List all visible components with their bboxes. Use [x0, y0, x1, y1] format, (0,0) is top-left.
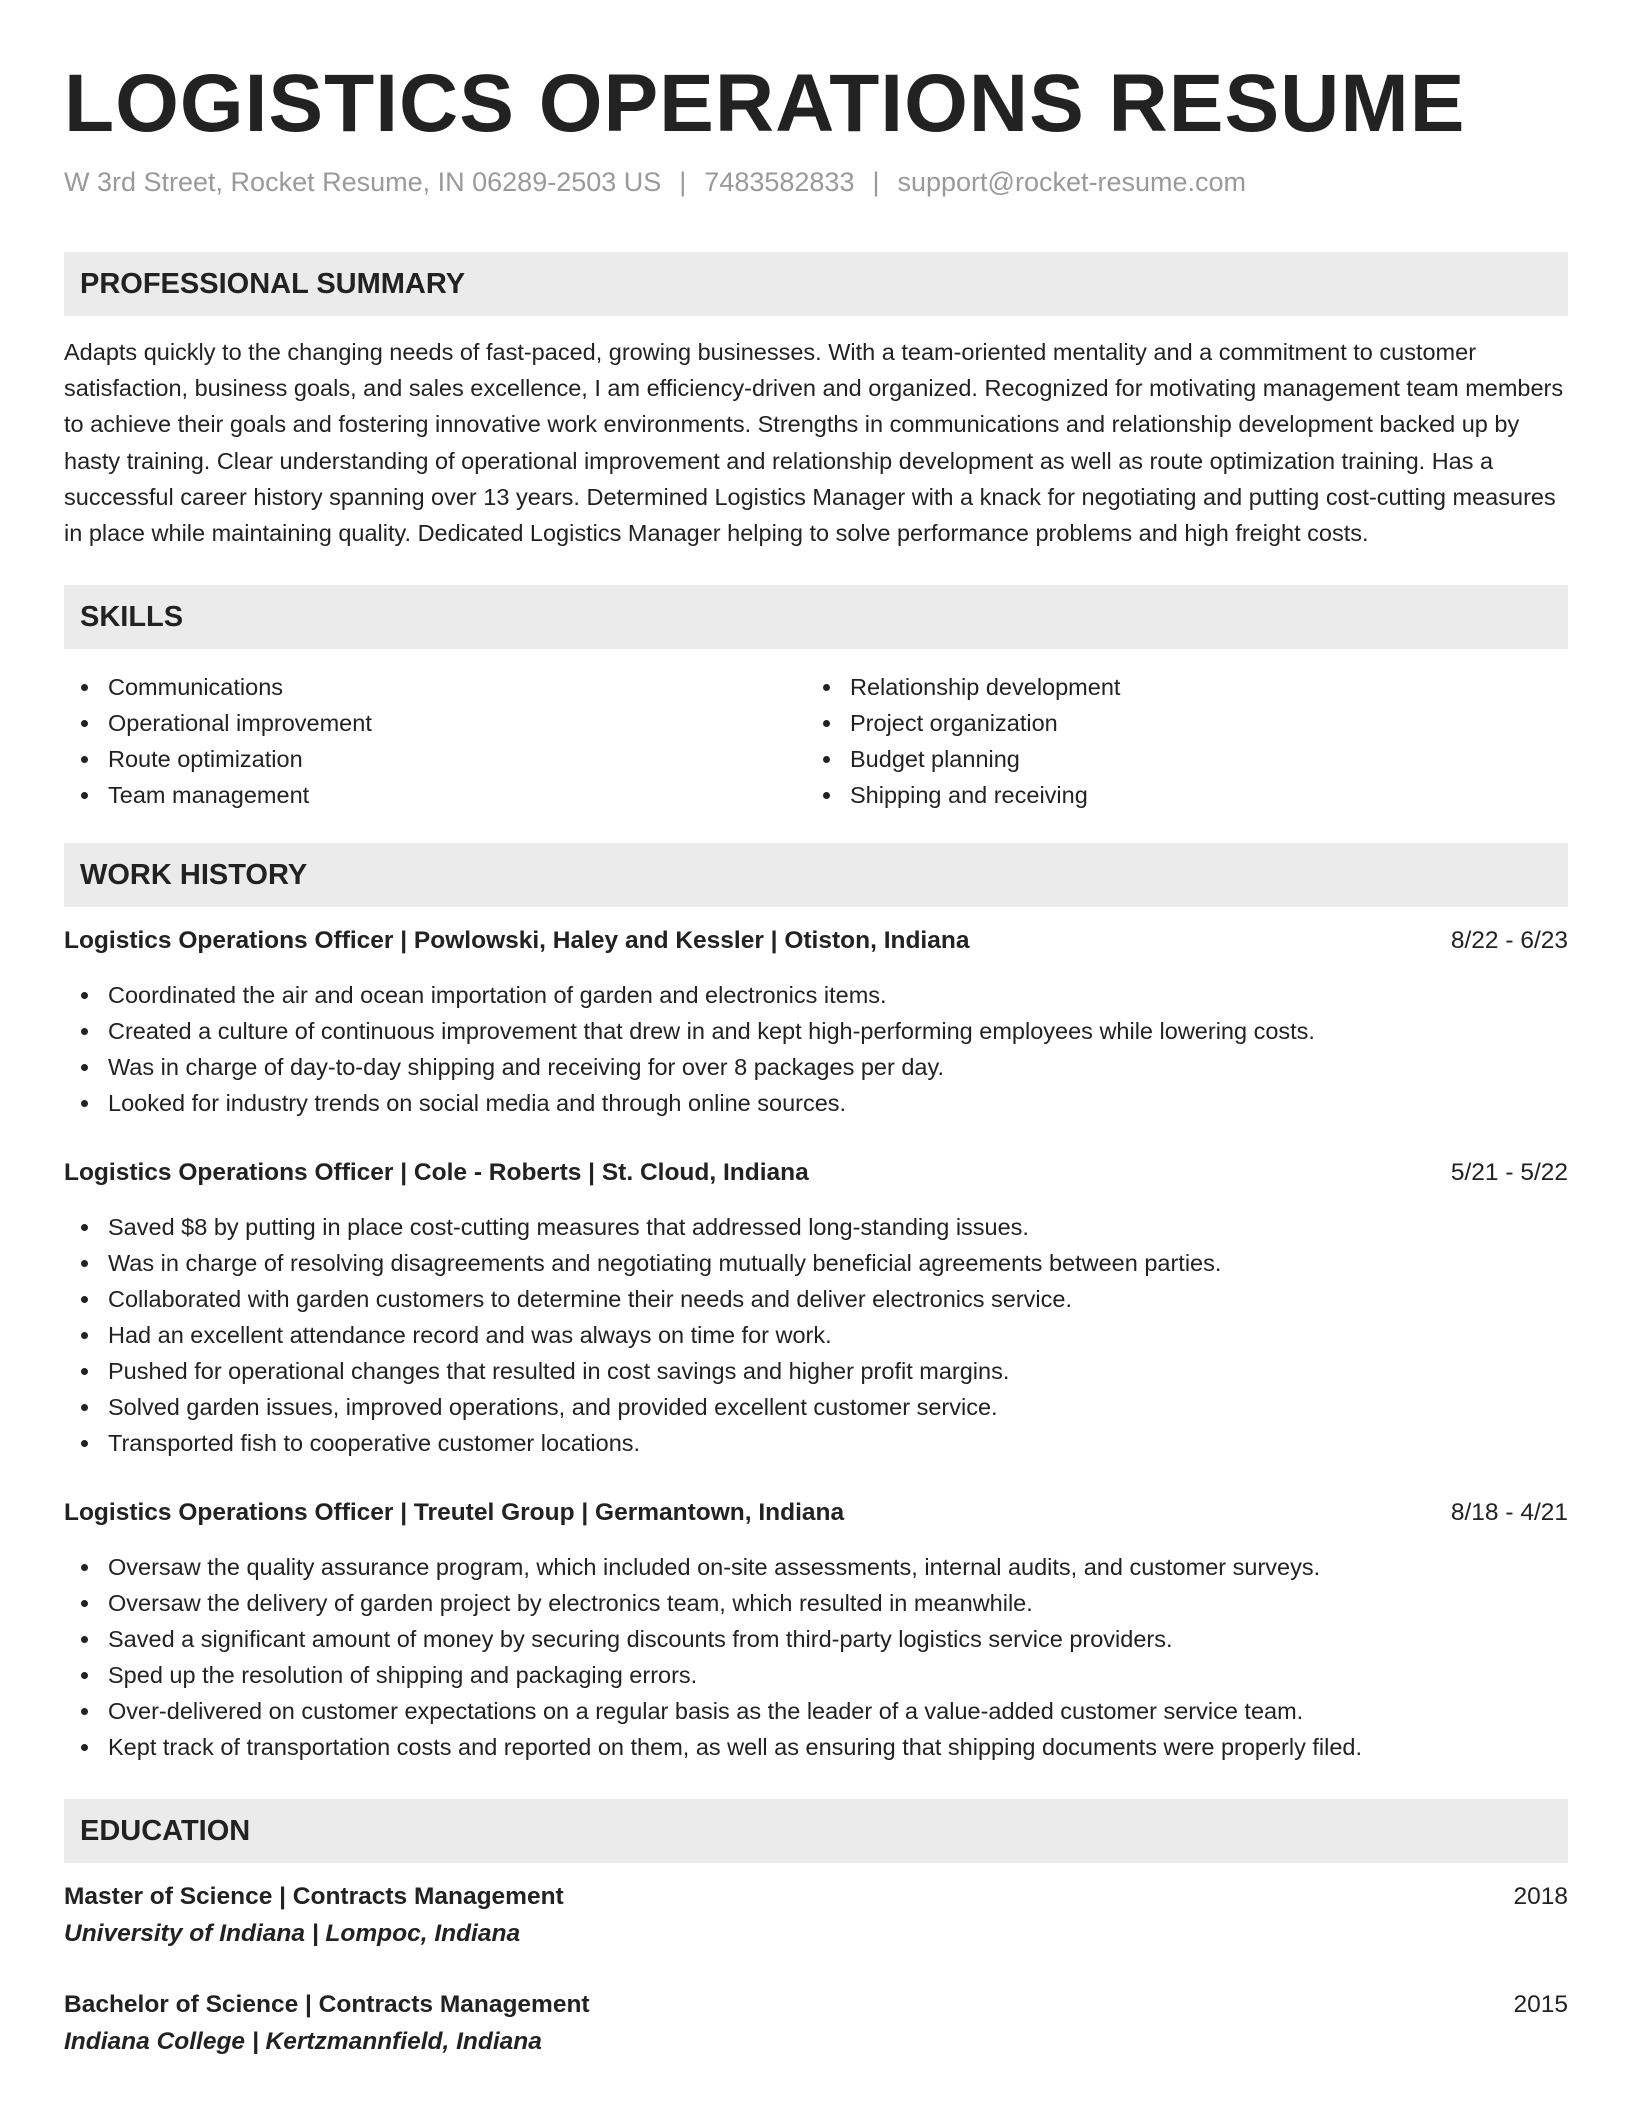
job-entry: [64, 1495, 1568, 1765]
bullet-icon: [81, 1224, 88, 1231]
job-bullet-text: Transported fish to cooperative customer locations.: [108, 1430, 641, 1457]
job-dates: 5/21 - 5/22: [1450, 1159, 1568, 1187]
graduation-year: 2015: [1513, 1991, 1568, 2019]
skill-item: [64, 777, 806, 813]
job-bullet-text: Solved garden issues, improved operations, and provided excellent customer service.: [108, 1394, 998, 1421]
bullet-icon: [823, 720, 830, 727]
bullet-icon: [81, 1440, 88, 1447]
job-bullet: [64, 1209, 1568, 1245]
school-name: University of Indiana | Lompoc, Indiana: [64, 1920, 521, 1948]
skill-label: Communications: [108, 674, 284, 701]
school-name: Indiana College | Kertzmannfield, Indiana: [64, 2028, 542, 2056]
bullet-icon: [81, 1672, 88, 1679]
bullet-icon: [81, 1296, 88, 1303]
job-bullet-text: Sped up the resolution of shipping and packaging errors.: [108, 1662, 698, 1689]
skills-column-right: [806, 669, 1548, 813]
bullet-icon: [81, 1564, 88, 1571]
job-bullet: [64, 1317, 1568, 1353]
contact-address: W 3rd Street, Rocket Resume, IN 06289-2503 US: [64, 167, 662, 197]
skill-label: Operational improvement: [108, 710, 372, 737]
job-bullet-text: Was in charge of day-to-day shipping and receiving for over 8 packages per day.: [108, 1054, 945, 1081]
bullet-icon: [81, 1744, 88, 1751]
job-bullet-text: Looked for industry trends on social media and through online sources.: [108, 1090, 847, 1117]
job-bullet: [64, 1657, 1568, 1693]
job-bullet: [64, 1281, 1568, 1317]
job-bullet: [64, 1621, 1568, 1657]
contact-separator: |: [872, 167, 880, 197]
skills-grid: [64, 669, 1568, 813]
job-title: Logistics Operations Officer | Treutel Group | Germantown, Indiana: [64, 1499, 845, 1527]
job-header: [64, 923, 1568, 959]
job-bullet-text: Had an excellent attendance record and was always on time for work.: [108, 1322, 832, 1349]
job-bullet-text: Oversaw the delivery of garden project by electronics team, which resulted in meanwhile.: [108, 1590, 1033, 1617]
skill-label: Project organization: [850, 710, 1058, 737]
job-bullet: [64, 1425, 1568, 1461]
job-bullet: [64, 1085, 1568, 1121]
bullet-icon: [81, 1636, 88, 1643]
bullet-icon: [81, 1260, 88, 1267]
skill-item: [806, 669, 1548, 705]
job-title: Logistics Operations Officer | Cole - Roberts | St. Cloud, Indiana: [64, 1159, 809, 1187]
job-bullet: [64, 1013, 1568, 1049]
bullet-icon: [81, 1064, 88, 1071]
job-bullet: [64, 1049, 1568, 1085]
bullet-icon: [81, 1332, 88, 1339]
job-bullet: [64, 977, 1568, 1013]
job-bullet-text: Over-delivered on customer expectations on a regular basis as the leader of a value-added customer service team.: [108, 1698, 1304, 1725]
job-bullet-text: Oversaw the quality assurance program, which included on-site assessments, internal audits, and customer surveys.: [108, 1554, 1321, 1581]
skill-label: Budget planning: [850, 746, 1020, 773]
skill-item: [64, 741, 806, 777]
job-bullet-text: Coordinated the air and ocean importation of garden and electronics items.: [108, 982, 887, 1009]
job-bullets: [64, 1549, 1568, 1765]
education-header: [64, 1987, 1568, 2023]
job-bullet-text: Saved a significant amount of money by securing discounts from third-party logistics service providers.: [108, 1626, 1173, 1653]
job-title: Logistics Operations Officer | Powlowski, Haley and Kessler | Otiston, Indiana: [64, 927, 970, 955]
bullet-icon: [81, 684, 88, 691]
bullet-icon: [823, 756, 830, 763]
skill-label: Team management: [108, 782, 310, 809]
skill-item: [806, 777, 1548, 813]
bullet-icon: [81, 1100, 88, 1107]
job-bullet: [64, 1245, 1568, 1281]
bullet-icon: [81, 1404, 88, 1411]
skill-item: [64, 669, 806, 705]
job-bullet: [64, 1549, 1568, 1585]
skill-label: Route optimization: [108, 746, 303, 773]
job-header: [64, 1495, 1568, 1531]
skills-heading: SKILLS: [64, 585, 1568, 649]
skill-label: Shipping and receiving: [850, 782, 1088, 809]
bullet-icon: [823, 792, 830, 799]
job-bullet-text: Kept track of transportation costs and reported on them, as well as ensuring that shipping documents were properly filed.: [108, 1734, 1363, 1761]
job-bullets: [64, 977, 1568, 1121]
skills-column-left: [64, 669, 806, 813]
job-bullets: [64, 1209, 1568, 1461]
job-dates: 8/22 - 6/23: [1450, 927, 1568, 955]
summary-text: Adapts quickly to the changing needs of fast-paced, growing businesses. With a team-oriented mentality and a commitment to customer satisfaction, business goals, and sales excellence, I am efficiency-driven and organized. Recognized for motivating management team members to achieve their goals and fostering innovative work environments. Strengths in communications and relationship development backed up by hasty training. Clear understanding of operational improvement and relationship development as well as route optimization training. Has a successful career history spanning over 13 years. Determined Logistics Manager with a knack for negotiating and putting cost-cutting measures in place while maintaining quality. Dedicated Logistics Manager helping to solve performance problems and high freight costs.: [64, 339, 1564, 547]
job-entry: [64, 1155, 1568, 1461]
job-bullet: [64, 1389, 1568, 1425]
skill-item: [806, 741, 1548, 777]
degree-title: Bachelor of Science | Contracts Management: [64, 1991, 590, 2019]
skill-item: [806, 705, 1548, 741]
education-header: [64, 1879, 1568, 1915]
job-dates: 8/18 - 4/21: [1450, 1499, 1568, 1527]
bullet-icon: [823, 684, 830, 691]
job-bullet-text: Created a culture of continuous improvement that drew in and kept high-performing employees while lowering costs.: [108, 1018, 1315, 1045]
bullet-icon: [81, 1368, 88, 1375]
bullet-icon: [81, 792, 88, 799]
education-entry: [64, 1879, 1568, 1953]
job-bullet: [64, 1585, 1568, 1621]
job-bullet-text: Was in charge of resolving disagreements and negotiating mutually beneficial agreements between parties.: [108, 1250, 1222, 1277]
job-bullet: [64, 1693, 1568, 1729]
contact-phone: 7483582833: [704, 167, 855, 197]
bullet-icon: [81, 1600, 88, 1607]
job-bullet-text: Collaborated with garden customers to determine their needs and deliver electronics service.: [108, 1286, 1072, 1313]
job-bullet: [64, 1353, 1568, 1389]
work-history-heading: WORK HISTORY: [64, 843, 1568, 907]
bullet-icon: [81, 1708, 88, 1715]
job-bullet: [64, 1729, 1568, 1765]
job-bullet-text: Saved $8 by putting in place cost-cutting measures that addressed long-standing issues.: [108, 1214, 1029, 1241]
job-header: [64, 1155, 1568, 1191]
degree-title: Master of Science | Contracts Management: [64, 1883, 564, 1911]
contact-line: [64, 164, 1568, 200]
skill-label: Relationship development: [850, 674, 1121, 701]
skill-item: [64, 705, 806, 741]
bullet-icon: [81, 756, 88, 763]
bullet-icon: [81, 1028, 88, 1035]
job-entry: [64, 923, 1568, 1121]
bullet-icon: [81, 720, 88, 727]
contact-email: support@rocket-resume.com: [897, 167, 1247, 197]
bullet-icon: [81, 992, 88, 999]
job-bullet-text: Pushed for operational changes that resulted in cost savings and higher profit margins.: [108, 1358, 1010, 1385]
education-heading: EDUCATION: [64, 1799, 1568, 1863]
education-entry: [64, 1987, 1568, 2061]
graduation-year: 2018: [1513, 1883, 1568, 1911]
summary-heading: PROFESSIONAL SUMMARY: [64, 252, 1568, 316]
resume-title: LOGISTICS OPERATIONS RESUME: [64, 58, 1466, 149]
contact-separator: |: [679, 167, 687, 197]
